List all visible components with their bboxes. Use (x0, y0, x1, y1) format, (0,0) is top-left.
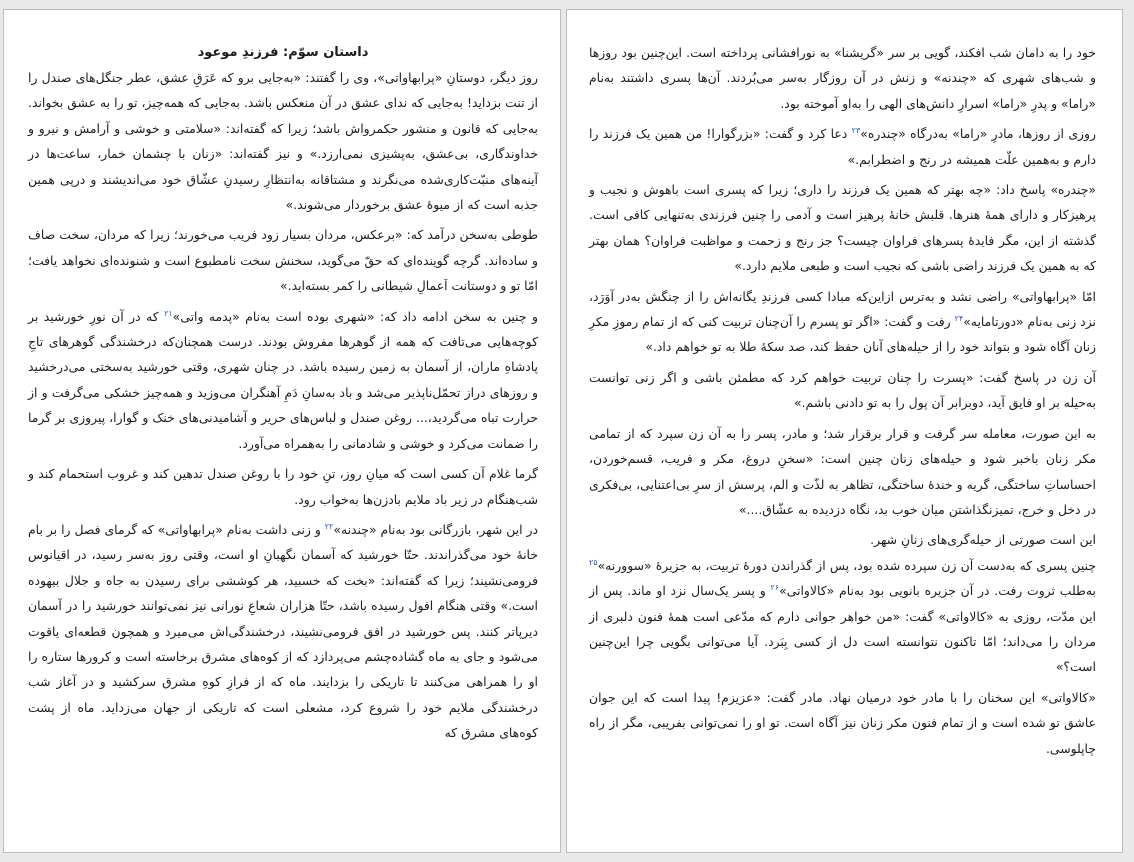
chapter-title: داستان سوّم: فرزندِ موعود (197, 45, 369, 60)
paragraph-text: که در آن نورِ خورشید بر کوچه‌هایی می‌تافت که همه از گوهرها مفروش بودند. درست همچنان‌که درخشندگی گوهرهای تاجِ پادشاهِ ماران، از آسمان به زمین رسیده باشد. در چنان شهری، وقتی خورشید به‌سختی می‌درخشید و روزهای دراز تحمّل‌ناپذیر می‌شد و باد به‌سانِ دَمِ آهنگران می‌وزید و همه‌چیز خشکی می‌گرفت و از حرارت تباه می‌گردید،... روغن صندل و لباس‌های حریر و آشامیدنی‌های خنک و گوارا، پیروزی بر گرما را ضمانت می‌کرد و خوشی و شادمانی را به‌همراه می‌آورد. (28, 308, 538, 451)
right-page-content (589, 40, 1096, 761)
paragraph-text: و پسر یک‌سال نزد او ماند. پس از این مدّت، روزی به «کالاواتی» گفت: «من خواهر جوانی دارم که مدّعی است همهٔ فنون دلبری از مردان را می‌داند؛ امّا تاکنون نتوانسته است دل از کسی بِبَرد. آیا می‌توانی بگویی چرا این‌چنین است؟» (589, 583, 1096, 675)
footnote-ref[interactable]: ۲۵ (589, 557, 598, 567)
footnote-ref[interactable]: ۲۴ (954, 313, 964, 323)
paragraph-text: طوطی به‌سخن درآمد که: «برعکس، مردان بسیار زود فریب می‌خورند؛ زیرا که مردان، سخت صاف و ساده‌اند. گرچه گوینده‌ای که حقّ می‌گوید، سخنش سخت نامطبوع است و شنونده‌ای نخواهد یافت؛ امّا تو و دوستانت اَعمالِ شیطانی را کمر بسته‌اید.» (28, 227, 538, 294)
paragraph (589, 553, 1096, 680)
paragraph (589, 685, 1096, 761)
paragraph-text: آن زن در پاسخ گفت: «پسرت را چنان تربیت خواهم کرد که مطمئن باشی و اگر زنی توانست به‌حیله بر او فایق آید، دوبرابر آن پول را به تو دادنی باشم.» (589, 369, 1096, 411)
paragraph-text: به‌طلب ثروت رفت. در آن جزیره بانویی بود به‌نام «کالاواتی» (779, 583, 1096, 599)
paragraph-text: گرما غلام آن کسی است که میانِ روز، تنِ خود را با روغن صندل تدهین کند و غروب استحمام کند و شب‌هنگام در زیر باد ملایم بادزن‌ها به‌خواب رود. (28, 466, 538, 507)
paragraph-text: در این شهر، بازرگانی بود به‌نام «چندنه» (333, 521, 538, 537)
paragraph (28, 461, 538, 512)
paragraph (589, 284, 1096, 360)
paragraph-text: خود را به دامان شب افکند، گویی بر سر «گریشنا» به نورافشانی پرداخته است. این‌چنین بود روزها و شب‌های شهری که «چندنه» و زنش در آن روزگار به‌سر می‌بُردند. آن‌ها پسری داشتند به‌نام «راما» و پدرِ «راما» اسرارِ دانش‌های الهی را به‌او آموخته بود. (589, 45, 1096, 111)
footnote-ref[interactable]: ۲۱ (164, 308, 173, 318)
paragraph (589, 121, 1096, 172)
paragraph-text: این است صورتی از حیله‌گری‌های زنانِ شهر. (870, 532, 1096, 548)
left-page (3, 9, 561, 853)
paragraph-text: چنین پسری که به‌دست آن زن سپرده شده بود، پس از گذراندن دورهٔ تربیت، به جزیرهٔ «سوورنه» (597, 557, 1096, 573)
paragraph (589, 177, 1096, 279)
paragraph-text: روز دیگر، دوستانِ «پرابهاواتی»، وی را گفتند: «به‌جایی برو که عَرَقِ عشق، عطر جنگل‌های صندل را از تنت بزداید! به‌جایی که ندای عشق در آن منعکس باشد. به‌جایی که همه‌چیز، تو را به عشق بخواند. به‌جایی که قانون و منشور حکمرواش باشد؛ زیرا که گفته‌اند: «سلامتی و خوشی و آرامش و نیرو و خداوندگاری، بی‌عشق، به‌پشیزی نمی‌ارزد.» و نیز گفته‌اند: «زنان با چشمان خمار، ساعت‌ها در آینه‌های منبّت‌کاری‌شده می‌نگرند و مشتاقانه به‌انتظارِ رسیدنِ عشّاق خود می‌اندیشند و درپی همین جذبه است که از میوهٔ عشق برخوردار می‌شوند.» (28, 70, 538, 213)
paragraph-text: روزی از روزها، مادرِ «راما» به‌درگاه «چندره» (860, 126, 1096, 142)
paragraph-text: «چندره» پاسخ داد: «چه بهتر که همین یک فرزند را داری؛ زیرا که پسری است باهوش و نجیب و پرهیزکار و دارای همهٔ هنرها. قلبش خانهٔ پرهیز است و آدمی را چنین فرزندی به‌تنهایی کافی است. گذشته از این، مگر فایدهٔ پسرهای فراوان چیست؟ جز رنج و زحمت و مواظبت فراوان؟ همان بهتر که به همین یک فرزند راضی باشی که نجیب است و طبعی ملایم دارد.» (589, 182, 1096, 274)
paragraph (589, 421, 1096, 523)
paragraph-text: به این صورت، معامله سر گرفت و قرار برقرار شد؛ و مادر، پسر را به آن زن سپرد که از تمامی مکر زنان باخبر شود و حیله‌های زنان چنین است: «سخنِ دروغ، مکر و فریب، قسم‌خوردن، احساساتِ ساختگی، گریه و خندهٔ ساختگی، تظاهر به لذّت و الم، پرسش از سرِ بی‌اعتنایی، بی‌فکری در دخل و خرج، تمیزنگذاشتن میان خوب بد، نگاه دزدیده به عشّاق....» (589, 425, 1096, 517)
right-page (566, 9, 1123, 853)
footnote-ref[interactable]: ۲۶ (770, 583, 780, 592)
paragraph-text: رفت و گفت: «اگر تو پسرم را آن‌چنان تربیت کنی که از تمام رموزِ مکرِ زنان آگاه شود و بتواند خود را از حیله‌های آنان حفظ کند، صد سکهٔ طلا به تو خواهم داد.» (589, 314, 1096, 355)
paragraph-text: امّا «پرابهاواتی» راضی نشد و به‌ترس ازاین‌که مبادا کسی فرزندِ یگانه‌اش را از چنگش به‌در آوَرَد، نزد زنی به‌نام «دورتامایه» (589, 288, 1096, 330)
paragraph-text: «کالاواتی» این سخنان را با مادر خود درمیان نهاد. مادر گفت: «عزیزم! پیدا است که این جوان عاشق تو شده است و از تمام فنون مکر زنان نیز آگاه است. تو او را نمی‌توانی بفریبی، مگر از راه چاپلوسی. (589, 689, 1096, 756)
paragraph-text: و چنین به سخن ادامه داد که: «شهری بوده است به‌نام «پدمه واتی» (172, 308, 538, 324)
paragraph (589, 40, 1096, 116)
paragraph (28, 222, 538, 298)
paragraph (28, 517, 538, 746)
paragraph-text: و زنی داشت به‌نام «پرابهاواتی» که گرمای فصل را بر بام خانهٔ خود می‌گذراندند. حتّا خورشید که آسمان نگهبانِ او است، وقتی روز به‌سر رسید، در اقیانوس فرومی‌نشیند؛ زیرا که گفته‌اند: «بخت که خسبید، هر کوششی برای رسیدن به جاه و جلال بیهوده است.» وقتی هنگام افول رسیده باشد، حتّا هزاران شعاعِ نورانی نیز نمی‌توانند خورشید را در آسمان دیرپاتر کنند. پس خورشید در افق فرومی‌نشیند، درخشندگی‌اش می‌میرد و همچون قطعه‌ای یاقوت می‌شود و جای به ماه گشاده‌چشم می‌پردازد که از کوه‌های مشرق برخاسته است و کرورها ستاره را او را همراهی می‌کنند تا تاریکی را بزدایند. ماه که از فرازِ کوهِ مشرق سرکشید و در آغاز شب درخشندگی ملایم خود را شروع کرد، مشعلی است که تاریکی از جهان می‌زداید. ماه از پشت کوه‌های مشرق که (28, 521, 538, 741)
paragraph (28, 304, 538, 456)
paragraph-text: دعا کرد و گفت: «بزرگوارا! من همین یک فرزند را دارم و به‌همین علّت همیشه در رنج و اضطرابم.» (589, 126, 1096, 167)
paragraph (589, 527, 1096, 552)
paragraph (28, 65, 538, 217)
paragraph (589, 365, 1096, 416)
left-page-content (28, 40, 538, 746)
footnote-ref[interactable]: ۲۳ (851, 126, 861, 136)
footnote-ref[interactable]: ۲۲ (324, 521, 334, 531)
